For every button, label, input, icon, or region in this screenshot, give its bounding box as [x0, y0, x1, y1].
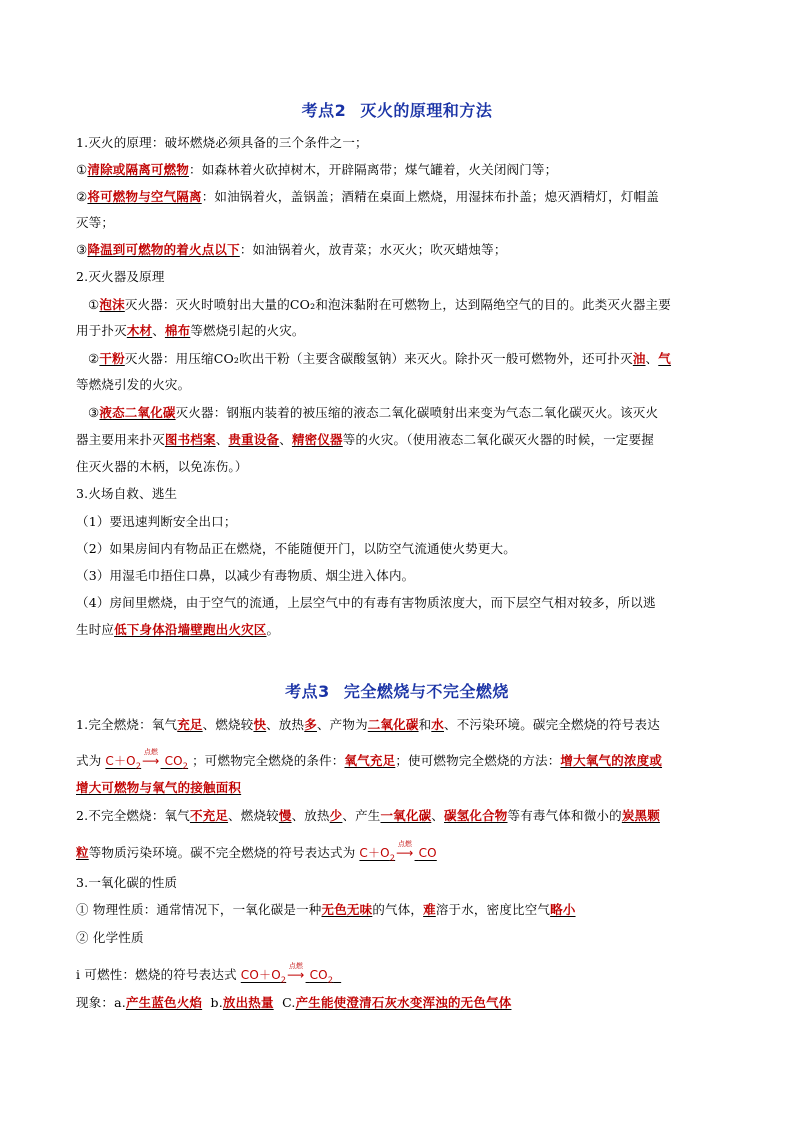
paragraph: i 可燃性：燃烧的符号表达式 $CO+O_2$ 点燃 ⟶ $CO_2$ [76, 966, 720, 989]
key-term: 炭黑颗 [621, 808, 660, 823]
paragraph: ①泡沫灭火器：灭火时喷射出大量的CO₂和泡沫黏附在可燃物上，达到隔绝空气的目的。此类灭火器主要 [88, 297, 671, 312]
paragraph: ①清除或隔离可燃物：如森林着火砍掉树木，开辟隔离带；煤气罐着，火关闭阀门等； [76, 162, 558, 177]
key-term: 精密仪器 [291, 432, 343, 447]
key-term: 产生能使澄清石灰水变浑浊的无色气体 [295, 995, 512, 1010]
key-term: 充足 [177, 717, 203, 732]
key-term: 放出热量 [222, 995, 274, 1010]
key-term: 略小 [550, 902, 576, 917]
key-term: 图书档案 [164, 432, 216, 447]
key-term: 降温到可燃物的着火点以下 [87, 242, 240, 257]
chemical-equation: $CO+O_2$ 点燃 ⟶ $CO_2$ [240, 962, 334, 985]
paragraph: ②将可燃物与空气隔离：如油锅着火，盖锅盖；酒精在桌面上燃烧，用湿抹布扑盖；熄灭酒精灯，灯帽盖 [76, 189, 659, 204]
key-term: 液态二氧化碳 [99, 405, 176, 420]
paragraph: ① 物理性质：通常情况下，一氧化碳是一种无色无味的气体，难溶于水，密度比空气略小 [76, 902, 576, 917]
paragraph: 住灭火器的木柄，以免冻伤。） [76, 459, 248, 474]
key-term: 难 [423, 902, 436, 917]
section-heading-2: 考点2 灭火的原理和方法 [301, 101, 493, 120]
paragraph: （1）要迅速判断安全出口； [76, 514, 237, 529]
paragraph: 2.不完全燃烧：氧气不充足、燃烧较慢、放热少、产生一氧化碳、碳氢化合物等有毒气体和微小的炭黑颗 [76, 808, 660, 823]
paragraph: 灭等； [76, 215, 115, 230]
paragraph: 2.灭火器及原理 [76, 269, 165, 284]
paragraph: 等燃烧引发的火灾。 [76, 377, 191, 392]
paragraph: ③降温到可燃物的着火点以下：如油锅着火，放青菜；水灭火；吹灭蜡烛等； [76, 242, 507, 257]
paragraph: ③液态二氧化碳灭火器：钢瓶内装着的被压缩的液态二氧化碳喷射出来变为气态二氧化碳灭火。该灭火 [88, 405, 659, 420]
key-term: 产生蓝色火焰 [125, 995, 203, 1010]
key-term: 增大可燃物与氧气的接触面积 [76, 780, 242, 795]
key-term: 二氧化碳 [367, 717, 419, 732]
key-term: 一氧化碳 [380, 808, 432, 823]
paragraph: 用于扑灭木材、棉布等燃烧引起的火灾。 [76, 323, 305, 338]
paragraph: 3.火场自救、逃生 [76, 486, 178, 501]
paragraph: 式为 $C+O_2$ 点燃 ⟶ $CO_2$ ；可燃物完全燃烧的条件：氧气充足；使可燃物完全燃烧的方法：增大氧气的浓度或 [76, 752, 720, 775]
paragraph: 生时应低下身体沿墙壁跑出火灾区。 [76, 622, 280, 637]
key-term: 将可燃物与空气隔离 [87, 189, 202, 204]
key-term: 粒 [76, 845, 89, 860]
paragraph: ②干粉灭火器：用压缩CO₂吹出干粉（主要含碳酸氢钠）来灭火。除扑灭一般可燃物外，还可扑灭油、气 [88, 351, 671, 366]
key-term: 碳氢化合物 [444, 808, 508, 823]
key-term: 棉布 [164, 323, 191, 338]
key-term: 木材 [126, 323, 153, 338]
key-term: 慢 [278, 808, 292, 823]
key-term: 气 [658, 351, 671, 366]
paragraph: （3）用湿毛巾捂住口鼻，以减少有毒物质、烟尘进入体内。 [76, 568, 415, 583]
paragraph: 1.完全燃烧：氧气充足、燃烧较快、放热多、产物为二氧化碳和水、不污染环境。碳完全燃烧的符号表达 [76, 717, 660, 732]
paragraph [76, 779, 720, 797]
key-term: 干粉 [99, 351, 125, 366]
key-term: 贵重设备 [228, 432, 280, 447]
key-term: 不充足 [189, 808, 229, 823]
paragraph: 3.一氧化碳的性质 [76, 875, 178, 890]
key-term: 泡沫 [99, 297, 125, 312]
key-term: 无色无味 [321, 902, 373, 917]
paragraph: 粒等物质污染环境。碳不完全燃烧的符号表达式为 $C+O_2$ 点燃 ⟶ CO [76, 844, 720, 867]
key-term: 少 [329, 808, 343, 823]
key-term: 水 [431, 717, 444, 732]
chemical-equation: $C+O_2$ 点燃 ⟶ $CO_2$ [105, 748, 189, 771]
key-term: 增大氧气的浓度或 [560, 753, 663, 768]
paragraph: （2）如果房间内有物品正在燃烧，不能随便开门，以防空气流通使火势更大。 [76, 541, 516, 556]
paragraph: （4）房间里燃烧，由于空气的流通，上层空气中的有毒有害物质浓度大，而下层空气相对较多，所以逃 [76, 595, 656, 610]
section-heading-3: 考点3 完全燃烧与不完全燃烧 [285, 682, 509, 701]
key-term: 低下身体沿墙壁跑出火灾区 [114, 622, 267, 637]
reaction-arrow: 点燃 ⟶ [287, 962, 305, 982]
reaction-arrow: 点燃 ⟶ [396, 840, 414, 860]
paragraph: 1.灭火的原理：破坏燃烧必须具备的三个条件之一； [76, 135, 368, 150]
key-term: 快 [253, 717, 267, 732]
key-term: 多 [304, 717, 317, 732]
paragraph: 器主要用来扑灭图书档案、贵重设备、精密仪器等的火灾。（使用液态二氧化碳灭火器的时候，一定要握 [76, 432, 655, 447]
key-term: 氧气充足 [344, 753, 396, 768]
chemical-equation: $C+O_2$ 点燃 ⟶ CO [359, 840, 437, 863]
key-term: 清除或隔离可燃物 [87, 162, 190, 177]
key-term: 油 [632, 351, 646, 366]
reaction-arrow: 点燃 ⟶ [142, 748, 160, 768]
paragraph: 现象：a.产生蓝色火焰 b.放出热量 C.产生能使澄清石灰水变浑浊的无色气体 [76, 995, 512, 1010]
paragraph: ② 化学性质 [76, 930, 144, 945]
